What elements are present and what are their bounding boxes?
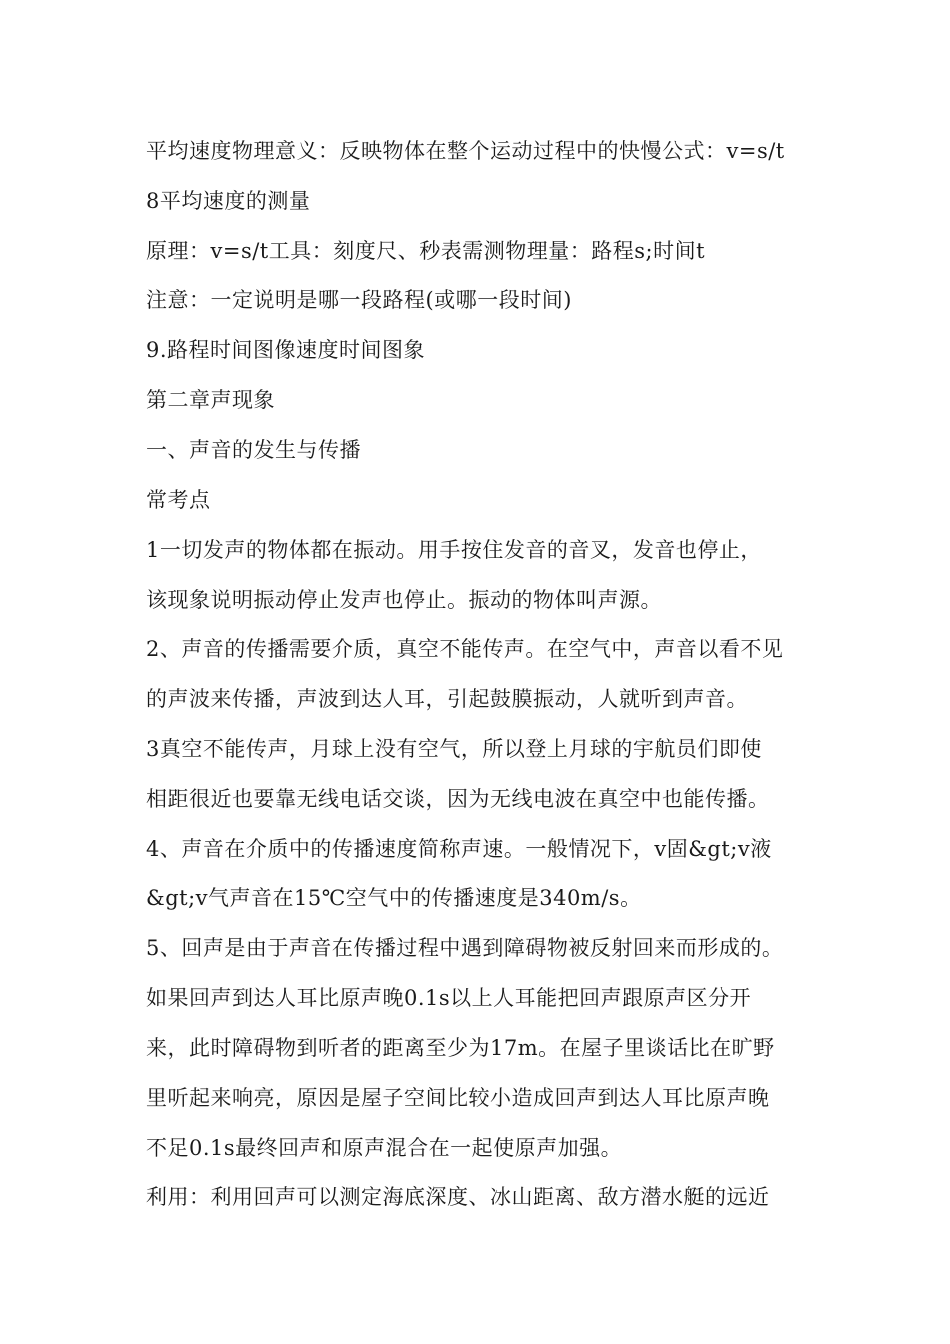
text-line: 如果回声到达人耳比原声晚0.1s以上人耳能把回声跟原声区分开 bbox=[146, 986, 752, 1010]
text-line: 平均速度物理意义：反映物体在整个运动过程中的快慢公式：v=s/t bbox=[146, 139, 785, 163]
text-line: 相距很近也要靠无线电话交谈，因为无线电波在真空中也能传播。 bbox=[146, 787, 770, 811]
text-line: 该现象说明振动停止发声也停止。振动的物体叫声源。 bbox=[146, 588, 662, 612]
text-line: 8平均速度的测量 bbox=[146, 189, 311, 213]
text-line: 原理：v=s/t工具：刻度尺、秒表需测物理量：路程s;时间t bbox=[146, 239, 706, 263]
text-line: 4、声音在介质中的传播速度简称声速。一般情况下，v固&gt;v液 bbox=[146, 837, 772, 861]
section-heading: 9.路程时间图像速度时间图象 bbox=[146, 338, 426, 362]
section-heading: 一、声音的发生与传播 bbox=[146, 438, 361, 462]
text-line: 注意：一定说明是哪一段路程(或哪一段时间) bbox=[146, 288, 572, 312]
text-line: 里听起来响亮，原因是屋子空间比较小造成回声到达人耳比原声晚 bbox=[146, 1086, 770, 1110]
text-line: 不足0.1s最终回声和原声混合在一起使原声加强。 bbox=[146, 1136, 623, 1160]
text-line: 利用：利用回声可以测定海底深度、冰山距离、敌方潜水艇的远近 bbox=[146, 1185, 770, 1209]
chapter-heading: 第二章声现象 bbox=[146, 388, 275, 412]
subheading: 常考点 bbox=[146, 488, 211, 512]
text-line: 来，此时障碍物到听者的距离至少为17m。在屋子里谈话比在旷野 bbox=[146, 1036, 775, 1060]
text-line: 的声波来传播，声波到达人耳，引起鼓膜振动，人就听到声音。 bbox=[146, 687, 748, 711]
text-line: 2、声音的传播需要介质，真空不能传声。在空气中，声音以看不见 bbox=[146, 637, 784, 661]
text-line: 3真空不能传声，月球上没有空气，所以登上月球的宇航员们即使 bbox=[146, 737, 762, 761]
text-line: 1一切发声的物体都在振动。用手按住发音的音叉，发音也停止， bbox=[146, 538, 762, 562]
text-line: &gt;v气声音在15℃空气中的传播速度是340m/s。 bbox=[146, 886, 642, 910]
text-line: 5、回声是由于声音在传播过程中遇到障碍物被反射回来而形成的。 bbox=[146, 936, 784, 960]
